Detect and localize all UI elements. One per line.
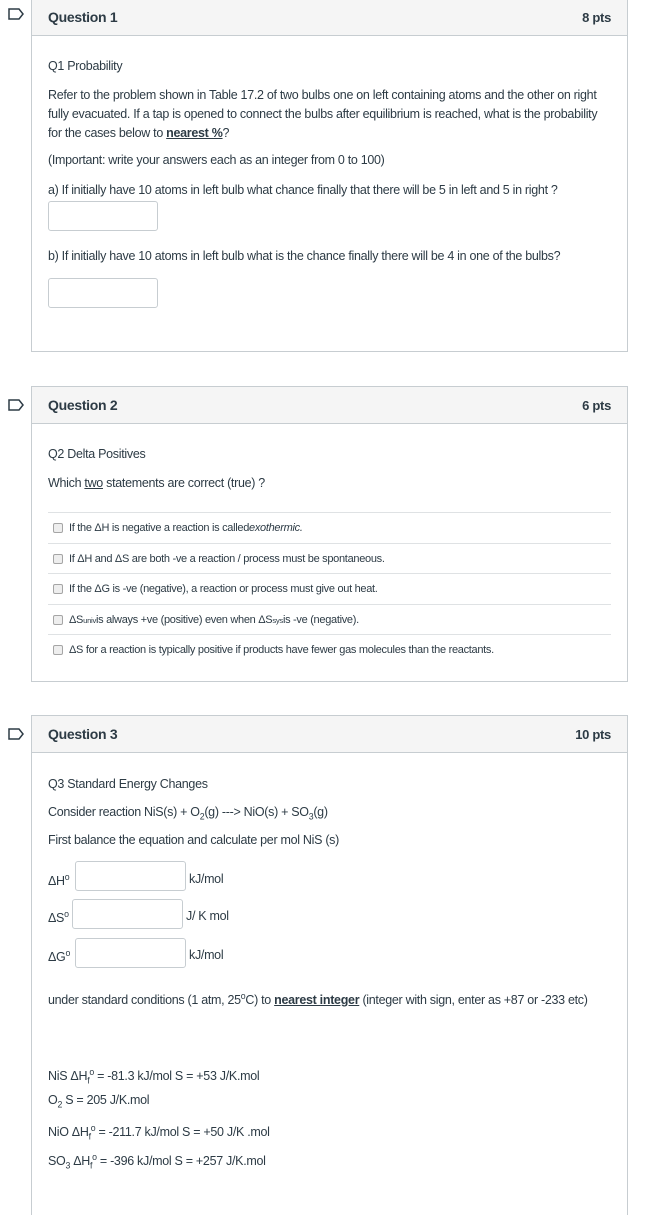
answer-option[interactable]: ΔS univ is always +ve (positive) even when ΔS sys is -ve (negative). [48, 604, 611, 635]
answer-option[interactable]: ΔS for a reaction is typically positive if products have fewer gas molecules than the reactants. [48, 634, 611, 665]
question-heading: Q3 Standard Energy Changes [48, 777, 208, 791]
flag-question-icon[interactable] [8, 728, 24, 740]
delta-s-unit: J/ K mol [186, 909, 229, 923]
flag-question-icon[interactable] [8, 8, 24, 20]
question-title: Question 1 [48, 9, 118, 25]
delta-g-unit: kJ/mol [189, 948, 224, 962]
answer-option[interactable]: If the ΔH is negative a reaction is called exothermic. [48, 512, 611, 543]
question-3-card [31, 715, 628, 1215]
question-text: Which two statements are correct (true) ? [48, 476, 265, 490]
part-a-answer-input[interactable] [48, 201, 158, 231]
data-line-so3: $SO_3$ $\Delta H_f^o = -396$ kJ/mol S = +257 J/K.mol [48, 1152, 266, 1171]
answer-option[interactable]: If ΔH and ΔS are both -ve a reaction / process must be spontaneous. [48, 543, 611, 574]
question-1-card [31, 0, 628, 352]
question-points: 10 pts [575, 726, 611, 742]
part-b-answer-input[interactable] [48, 278, 158, 308]
answer-option[interactable]: If the ΔG is -ve (negative), a reaction or process must give out heat. [48, 573, 611, 604]
checkbox[interactable] [53, 645, 63, 655]
flag-question-icon[interactable] [8, 399, 24, 411]
question-points: 8 pts [582, 9, 611, 25]
instruction-text: First balance the equation and calculate per mol NiS (s) [48, 833, 339, 847]
question-header [32, 0, 627, 36]
delta-g-input[interactable] [75, 938, 186, 968]
delta-h-input[interactable] [75, 861, 186, 891]
question-2-card [31, 386, 628, 682]
delta-h-label: $\Delta H^o$ [48, 872, 70, 889]
reaction-text: Consider reaction $NiS(s) + O_2(g)$ ---> $NiO(s) + SO_3(g)$ [48, 805, 328, 822]
checkbox[interactable] [53, 523, 63, 533]
question-title: Question 2 [48, 397, 118, 413]
data-line-nis: NiS $\Delta H_f^o = -81.3$ kJ/mol S = +53 J/K.mol [48, 1067, 260, 1086]
delta-s-input[interactable] [72, 899, 183, 929]
question-header [32, 716, 627, 753]
question-text: Refer to the problem shown in Table 17.2 of two bulbs one on left containing atoms and the other on right fully evacuated. If a tap is opened to connect the bulbs after equilibrium is reached, what is the probability for the cases below to nearest %? [48, 88, 598, 140]
important-note: (Important: write your answers each as an integer from 0 to 100) [48, 153, 385, 167]
part-b-text: b) If initially have 10 atoms in left bulb what is the chance finally there will be 4 in one of the bulbs? [48, 249, 561, 263]
question-title: Question 3 [48, 726, 118, 742]
checkbox[interactable] [53, 554, 63, 564]
part-a-text: a) If initially have 10 atoms in left bulb what chance finally that there will be 5 in left and 5 in right ? [48, 183, 558, 197]
question-heading: Q2 Delta Positives [48, 447, 146, 461]
delta-s-label: $\Delta S^o$ [48, 909, 69, 926]
question-header [32, 387, 627, 424]
delta-g-label: $\Delta G^o$ [48, 948, 71, 965]
delta-h-unit: kJ/mol [189, 872, 224, 886]
checkbox[interactable] [53, 615, 63, 625]
question-heading: Q1 Probability [48, 59, 123, 73]
conditions-text: under standard conditions (1 atm, 25$^o$C) to nearest integer (integer with sign, enter as +87 or -233 etc) [48, 991, 588, 1008]
data-line-o2: $O_2$ S = 205 J/K.mol [48, 1093, 150, 1110]
data-line-nio: NiO $\Delta H_f^o = -211.7$ kJ/mol S = +50 J/K .mol [48, 1123, 270, 1142]
checkbox[interactable] [53, 584, 63, 594]
question-points: 6 pts [582, 397, 611, 413]
